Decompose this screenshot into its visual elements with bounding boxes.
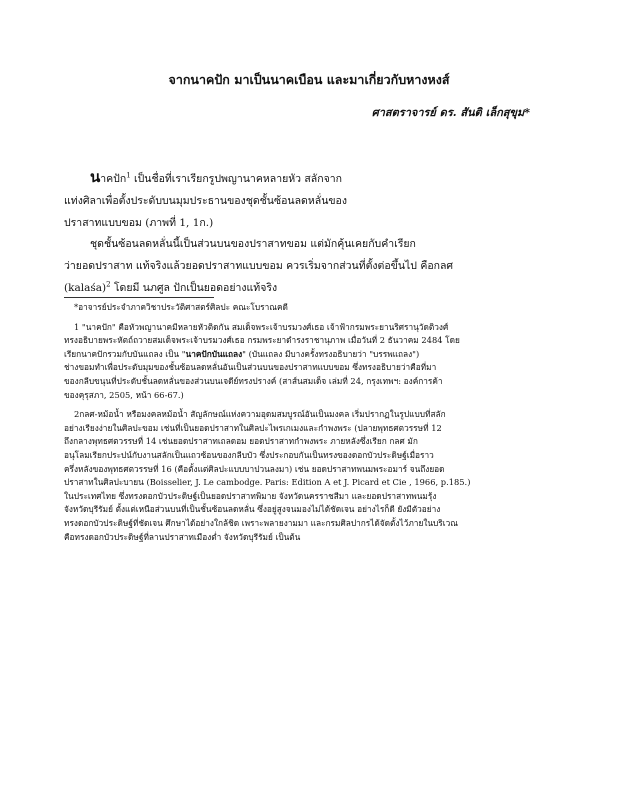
footnote-line: จังหวัดบุรีรัมย์ ตั้งแต่เหนือส่วนบนที่เป็นชั้นซ้อนลดหลั่น ซึ่งอยู่สูงจนมองไม่ได้ชัดเจน อย่างไรก็ดี ยังมีตัวอย่าง xyxy=(64,504,441,515)
footnote-ref-1[interactable]: 1 xyxy=(126,171,131,180)
para2-line-3a: (kalaśa) xyxy=(64,282,107,294)
intro-line-1 xyxy=(64,166,554,190)
footnote-line: เรียกนาคปักรวมกับบันแถลง เป็น "นาคปักบันแถลง" (บันแถลง มีบางครั้งทรงอธิบายว่า "บรรพแถลง") xyxy=(64,348,420,359)
author-line: ศาสตราจารย์ ดร. สันติ เล็กสุขุม* xyxy=(371,106,530,119)
para2-line-1: ชุดชั้นซ้อนลดหลั่นนี้เป็นส่วนบนของปราสาทขอม แต่มักคุ้นเคยกับคำเรียก xyxy=(90,238,416,250)
footnote-line: อย่างเรียงง่ายในศิลปะขอม เช่นที่เป็นยอดปราสาทในศิลปะไพรเกเมงและกำพงพระ (ปลายพุทธศตวรรษที่ 12 xyxy=(64,422,442,433)
footnote-2 xyxy=(64,408,556,544)
footnote-line: ช่างขอมทำเพื่อประดับมุมของชั้นซ้อนลดหลั่นอันเป็นส่วนบนของปราสาทแบบขอม ซึ่งทรงอธิบายว่าคือที่มา xyxy=(64,362,437,373)
footnote-line: ทรงอธิบายพระหัตถ์ถวายสมเด็จพระเจ้าบรมวงศ์เธอ กรมพระยาดำรงราชานุภาพ เมื่อวันที่ 2 ธันวาคม 2484 โดย xyxy=(64,335,460,346)
article-title: จากนาคปัก มาเป็นนาคเบือน และมาเกี่ยวกับหางหงส์ xyxy=(168,72,450,87)
footnote-line: ถึงกลางพุทธศตวรรษที่ 14 เช่นยอดปราสาทเถลดอม ยอดปราสาทกำพงพระ ภายหลังซึ่งเรียก กลศ มัก xyxy=(64,436,418,447)
intro-line-2: แท่งศิลาเพื่อตั้งประดับบนมุมประธานของชุดชั้นซ้อนลดหลั่นของ xyxy=(64,195,347,207)
body-paragraph-2 xyxy=(64,233,554,299)
footnote-line: คือทรงดอกบัวประดิษฐ์ที่ลานปราสาทเมืองต่ำ จังหวัดบุรีรัมย์ เป็นต้น xyxy=(64,531,301,542)
intro-line-1-rest: เป็นชื่อที่เราเรียกรูปพญานาคหลายหัว สลักจาก xyxy=(130,173,343,185)
footnote-line: 2กลศ-หม้อน้ำ หรือมงคลหม้อน้ำ สัญลักษณ์แห่งความอุดมสมบูรณ์อันเป็นมงคล เริ่มปรากฏในรูปแบบที่สลัก xyxy=(74,409,446,420)
footnote-line: ทรงดอกบัวประดิษฐ์ที่ชัดเจน ศึกษาได้อย่างใกล้ชิด เพราะพลายงามมา และกรมศิลปากรได้จัดตั้งไว้ภายในบริเวณ xyxy=(64,517,458,528)
drop-cap: น xyxy=(90,168,101,186)
affiliation-note: *อาจารย์ประจำภาควิชาประวัติศาสตร์ศิลปะ คณะโบราณคดี xyxy=(74,302,288,312)
footnote-line: ในประเทศไทย ซึ่งทรงดอกบัวประดิษฐ์เป็นยอดปราสาทพิมาย จังหวัดนครราชสีมา และยอดปราสาทพนมรุ้ง xyxy=(64,490,437,501)
bold-term: นาคปักบันแถลง xyxy=(185,348,243,359)
footnote-ref-2[interactable]: 2 xyxy=(106,280,111,289)
footnote-line: ของคุรุสภา, 2505, หน้า 66-67.) xyxy=(64,389,184,400)
intro-line-1-text: าคปัก xyxy=(100,173,127,185)
para2-line-3b: โดยมี นภศูล ปักเป็นยอดอย่างแท้จริง xyxy=(110,282,278,294)
intro-line-3: ปราสาทแบบขอม (ภาพที่ 1, 1ก.) xyxy=(64,217,214,229)
footnote-line: ของกลีบขนุนที่ประดับชั้นลดหลั่นของส่วนบนเจดีย์ทรงปรางค์ (สาส์นสมเด็จ เล่มที่ 24, กรุงเทพฯ: องค์การค้า xyxy=(64,375,443,386)
para2-line-2: ว่ายอดปราสาท แท้จริงแล้วยอดปราสาทแบบขอม ควรเริ่มจากส่วนที่ตั้งต่อขึ้นไป คือกลศ xyxy=(64,260,454,272)
footnote-line: ครึ่งหลังของพุทธศตวรรษที่ 16 (คือตั้งแต่ศิลปะแบบบาปวนลงมา) เช่น ยอดปราสาทพนมพระอมาร์ จนถึงยอด xyxy=(64,463,445,474)
footnote-line: อนุโลมเรียกประปน์กับงานสลักเป็นแถวซ้อนของกลีบบัว ซึ่งประกอบกันเป็นทรงของดอกบัวประดิษฐ์เมื่อราว xyxy=(64,449,434,460)
intro-paragraph xyxy=(64,166,554,234)
footnote-1 xyxy=(64,321,556,403)
footnote-divider xyxy=(64,297,214,298)
para2-line-3 xyxy=(64,277,554,299)
footnote-line: ปราสาทในศิลปะบายน (Boisselier, J. Le cambodge. Paris: Edition A et J. Picard et Cie , 1966, p.185.) xyxy=(64,477,471,488)
footnotes xyxy=(64,301,556,544)
footnote-line: 1 "นาคปัก" คือหัวพญานาคมีหลายหัวติดกัน สมเด็จพระเจ้าบรมวงศ์เธอ เจ้าฟ้ากรมพระยานริศรานุวัดติวงศ์ xyxy=(74,321,449,332)
